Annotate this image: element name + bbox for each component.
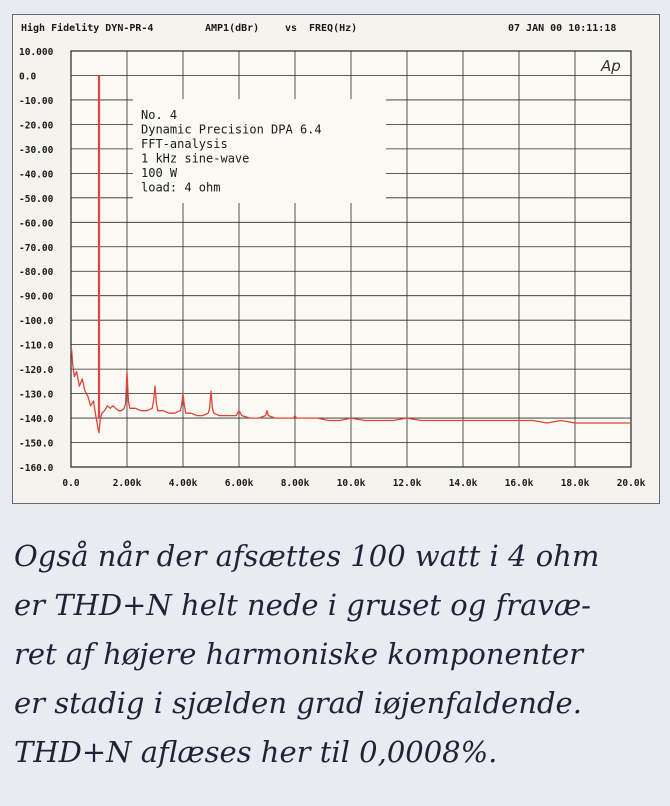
x-tick-label: 18.0k	[560, 478, 590, 489]
y-tick-label: -50.00	[19, 193, 54, 205]
x-axis-ticks	[62, 478, 645, 489]
x-tick-label: 20.0k	[616, 478, 646, 489]
y-tick-label: 10.000	[19, 47, 54, 58]
caption-line: ret af højere harmoniske komponenter	[14, 637, 583, 671]
y-tick-label: -60.00	[19, 218, 54, 230]
y-axis-ticks	[19, 47, 54, 474]
fft-chart	[13, 15, 659, 503]
caption-line: er stadig i sjælden grad iøjenfaldende.	[14, 686, 582, 720]
y-tick-label: -80.00	[19, 267, 54, 279]
y-tick-label: -20.00	[19, 120, 54, 132]
annotation-line: 100 W	[141, 166, 178, 180]
ap-logo: Ap	[601, 57, 621, 75]
y-tick-label: -40.00	[19, 169, 54, 181]
x-tick-label: 16.0k	[504, 478, 534, 489]
x-tick-label: 0.0	[62, 478, 80, 489]
annotation-box	[133, 99, 386, 203]
annotation-line: No. 4	[141, 108, 178, 122]
y-tick-label: -90.00	[19, 291, 54, 303]
annotation-line: FFT-analysis	[141, 137, 228, 151]
y-tick-label: 0.0	[19, 71, 37, 83]
y-tick-label: -10.00	[19, 95, 54, 107]
header-timestamp: 07 JAN 00 10:11:18	[508, 23, 617, 34]
x-tick-label: 14.0k	[448, 478, 478, 489]
y-tick-label: -110.0	[19, 340, 54, 352]
y-tick-label: -140.0	[19, 414, 54, 426]
caption-line: Også når der afsættes 100 watt i 4 ohm	[14, 539, 600, 573]
header-vs: vs	[285, 23, 298, 34]
annotation-line: load: 4 ohm	[141, 180, 221, 195]
header-measure: AMP1(dBr)	[205, 23, 260, 34]
header-title: High Fidelity DYN-PR-4	[21, 23, 154, 34]
x-tick-label: 6.00k	[224, 478, 254, 489]
y-tick-label: -160.0	[19, 463, 54, 474]
x-tick-label: 4.00k	[168, 478, 198, 489]
caption-line: er THD+N helt nede i gruset og fravæ-	[14, 588, 591, 622]
y-tick-label: -130.0	[19, 389, 54, 401]
x-tick-label: 2.00k	[112, 478, 142, 489]
y-tick-label: -70.00	[19, 242, 54, 254]
caption	[14, 532, 664, 777]
x-tick-label: 12.0k	[392, 478, 422, 489]
annotation-line: Dynamic Precision DPA 6.4	[141, 122, 322, 137]
header-freq: FREQ(Hz)	[309, 23, 358, 34]
y-tick-label: -30.00	[19, 144, 54, 156]
caption-line: THD+N aflæses her til 0,0008%.	[14, 735, 498, 769]
analyzer-plot-frame	[12, 14, 660, 504]
y-tick-label: -100.0	[19, 316, 54, 328]
x-tick-label: 10.0k	[336, 478, 366, 489]
y-tick-label: -120.0	[19, 365, 54, 377]
y-tick-label: -150.0	[19, 438, 54, 450]
x-tick-label: 8.00k	[280, 478, 310, 489]
annotation-line: 1 kHz sine-wave	[141, 151, 250, 166]
